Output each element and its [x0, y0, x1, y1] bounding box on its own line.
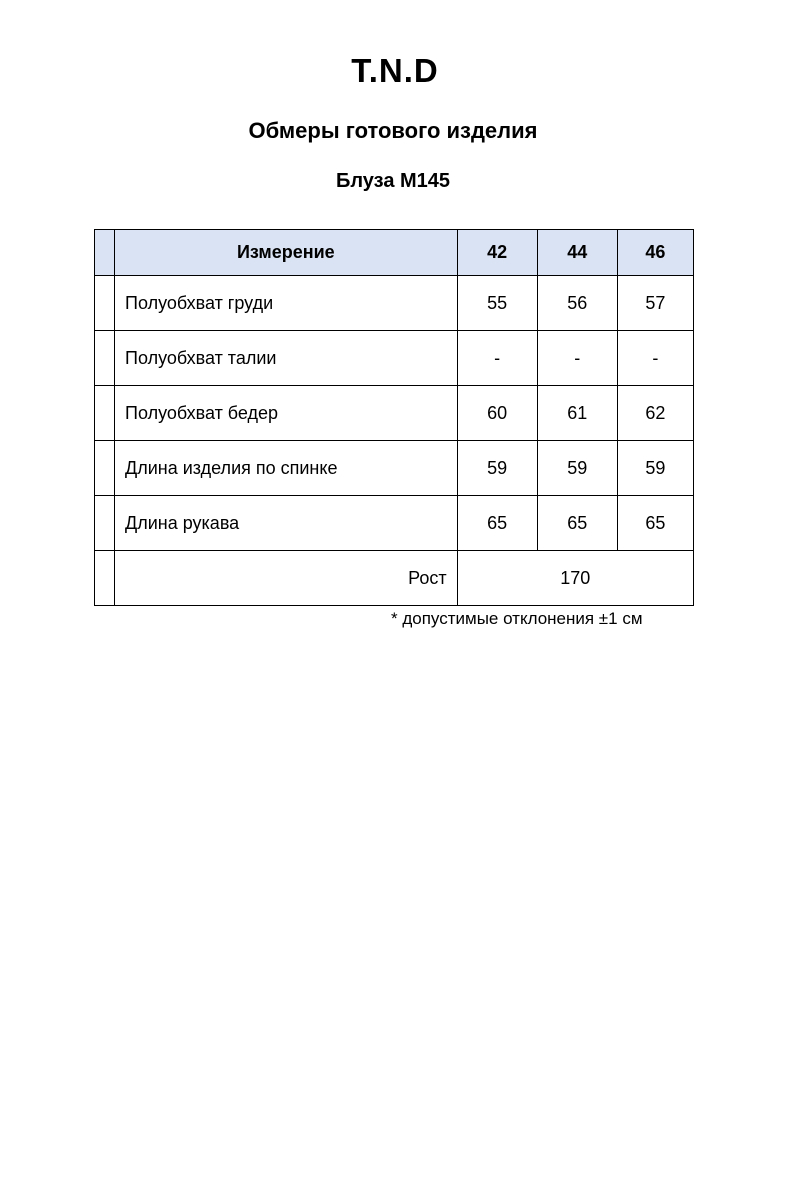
row-stub-cell — [95, 496, 115, 551]
row-value: - — [537, 331, 617, 386]
row-stub-cell — [95, 551, 115, 606]
document-title: Обмеры готового изделия — [248, 118, 538, 143]
table-row — [95, 496, 694, 551]
height-row — [95, 551, 694, 606]
table-header-row — [95, 230, 694, 276]
row-value: 65 — [537, 496, 617, 551]
row-value: 62 — [617, 386, 693, 441]
header-size-44: 44 — [537, 230, 617, 276]
header-size-42: 42 — [457, 230, 537, 276]
row-value: 56 — [537, 276, 617, 331]
height-value: 170 — [457, 551, 693, 606]
measurements-table — [94, 229, 694, 606]
header-size-46: 46 — [617, 230, 693, 276]
row-value: 65 — [617, 496, 693, 551]
row-value: 55 — [457, 276, 537, 331]
row-label: Длина рукава — [115, 496, 458, 551]
height-label: Рост — [115, 551, 458, 606]
row-stub-cell — [95, 331, 115, 386]
row-value: 59 — [457, 441, 537, 496]
row-stub-cell — [95, 276, 115, 331]
product-name: Блуза М145 — [335, 170, 451, 192]
table-row — [95, 441, 694, 496]
row-value: 61 — [537, 386, 617, 441]
row-value: - — [457, 331, 537, 386]
row-value: 60 — [457, 386, 537, 441]
row-label: Полуобхват талии — [115, 331, 458, 386]
row-value: 59 — [537, 441, 617, 496]
row-stub-cell — [95, 386, 115, 441]
row-value: 59 — [617, 441, 693, 496]
row-value: - — [617, 331, 693, 386]
brand-name: T.N.D — [351, 52, 439, 89]
header-measure-label: Измерение — [115, 230, 458, 276]
row-value: 57 — [617, 276, 693, 331]
table-row — [95, 386, 694, 441]
tolerance-footnote: * допустимые отклонения ±1 см — [391, 609, 643, 628]
row-stub-cell — [95, 441, 115, 496]
table-row — [95, 276, 694, 331]
row-value: 65 — [457, 496, 537, 551]
table-row — [95, 331, 694, 386]
header-stub-cell — [95, 230, 115, 276]
row-label: Длина изделия по спинке — [115, 441, 458, 496]
row-label: Полуобхват груди — [115, 276, 458, 331]
row-label: Полуобхват бедер — [115, 386, 458, 441]
